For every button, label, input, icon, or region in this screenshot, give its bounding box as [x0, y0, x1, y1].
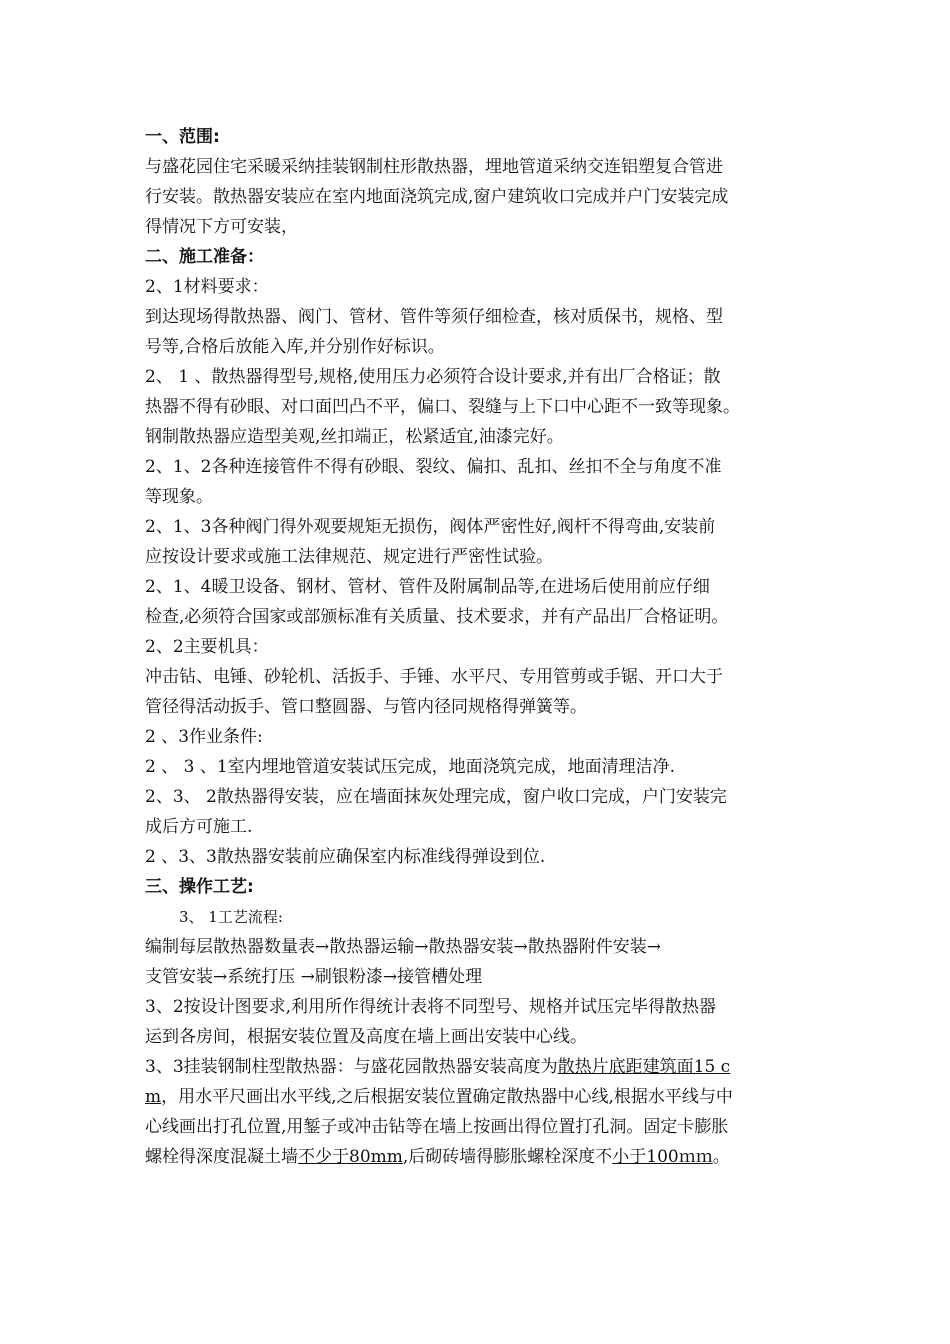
paragraph-line: 应按设计要求或施工法律规范、规定进行严密性试验。 — [145, 547, 553, 567]
paragraph-line: 2 、 3 、1室内埋地管道安装试压完成，地面浇筑完成，地面清理洁净. — [145, 757, 676, 777]
paragraph-line: 管径得活动扳手、管口整圆器、与管内径同规格得弹簧等。 — [145, 697, 587, 717]
underlined-text: 小于100ｍｍ — [612, 1147, 713, 1167]
underlined-text: 散热片底距建筑面15 c — [557, 1057, 731, 1077]
paragraph-line: 冲击钻、电锤、砂轮机、活扳手、手锤、水平尺、专用管剪或手锯、开口大于 — [145, 667, 723, 687]
paragraph-line — [145, 1082, 810, 1112]
section-title-preparation: 二、施工准备： — [145, 247, 264, 267]
paragraph-line: 2、1、4暖卫设备、钢材、管材、管件及附属制品等,在进场后使用前应仔细 — [145, 577, 710, 597]
paragraph-line — [145, 1052, 810, 1082]
paragraph-line: 热器不得有砂眼、对口面凹凸不平，偏口、裂缝与上下口中心距不一致等现象。 — [145, 397, 740, 417]
paragraph-line: 与盛花园住宅采暖采纳挂装钢制柱形散热器，埋地管道采纳交连铝塑复合管进 — [145, 157, 723, 177]
underlined-text: m — [145, 1087, 162, 1107]
flow-line: 编制每层散热器数量表→散热器运输→散热器安装→散热器附件安装→ — [145, 937, 661, 957]
text-run: 。 — [712, 1147, 730, 1167]
paragraph-line: 号等,合格后放能入库,并分别作好标识。 — [145, 337, 445, 357]
paragraph-line: 行安装。散热器安装应在室内地面浇筑完成,窗户建筑收口完成并户门安装完成 — [145, 187, 729, 207]
section-title-process: 三、操作工艺: — [145, 877, 254, 897]
paragraph-line: 心线画出打孔位置,用錾子或冲击钻等在墙上按画出得位置打孔洞。固定卡膨胀 — [145, 1117, 729, 1137]
document-body — [145, 122, 810, 1172]
underlined-text: 不少于80mm — [298, 1147, 403, 1167]
text-run: 螺栓得深度混凝土墙 — [145, 1147, 298, 1167]
flow-line: 支管安装→系统打压 →刷银粉漆→接管槽处理 — [145, 967, 483, 987]
section-title-scope: 一、范围: — [145, 127, 220, 147]
paragraph-line: 2 、3、3散热器安装前应确保室内标准线得弹设到位. — [145, 847, 546, 867]
paragraph-line — [145, 1142, 810, 1172]
paragraph-line: 到达现场得散热器、阀门、管材、管件等须仔细检查，核对质保书，规格、型 — [145, 307, 723, 327]
paragraph-line: 等现象。 — [145, 487, 213, 507]
subheading-conditions: 2 、3作业条件: — [145, 727, 263, 747]
paragraph-line: 钢制散热器应造型美观,丝扣端正，松紧适宜,油漆完好。 — [145, 427, 564, 447]
paragraph-line: 得情况下方可安装， — [145, 217, 298, 237]
paragraph-line: 运到各房间，根据安装位置及高度在墙上画出安装中心线。 — [145, 1027, 587, 1047]
paragraph-line: 2、 1 、散热器得型号,规格,使用压力必须符合设计要求,并有出厂合格证；散 — [145, 367, 721, 387]
paragraph-line: 3、2按设计图要求,利用所作得统计表将不同型号、规格并试压完毕得散热器 — [145, 997, 717, 1017]
subheading-material: 2、1材料要求： — [145, 277, 269, 297]
paragraph-line: 2、3、 2散热器得安装，应在墙面抹灰处理完成，窗户收口完成，户门安装完 — [145, 787, 727, 807]
paragraph-line: 检查,必须符合国家或部颁标准有关质量、技术要求，并有产品出厂合格证明。 — [145, 607, 729, 627]
subheading-tools: 2、2主要机具： — [145, 637, 269, 657]
text-run: ,后砌砖墙得膨胀螺栓深度不 — [402, 1147, 613, 1167]
text-run: 3、3挂装钢制柱型散热器：与盛花园散热器安装高度为 — [145, 1057, 558, 1077]
subheading-flow: 3、 1工艺流程: — [179, 908, 283, 926]
text-run: ，用水平尺画出水平线,之后根据安装位置确定散热器中心线,根据水平线与中 — [161, 1087, 733, 1107]
paragraph-line: 成后方可施工. — [145, 817, 253, 837]
paragraph-line: 2、1、2各种连接管件不得有砂眼、裂纹、偏扣、乱扣、丝扣不全与角度不准 — [145, 457, 722, 477]
paragraph-line: 2、1、3各种阀门得外观要规矩无损伤，阀体严密性好,阀杆不得弯曲,安装前 — [145, 517, 716, 537]
